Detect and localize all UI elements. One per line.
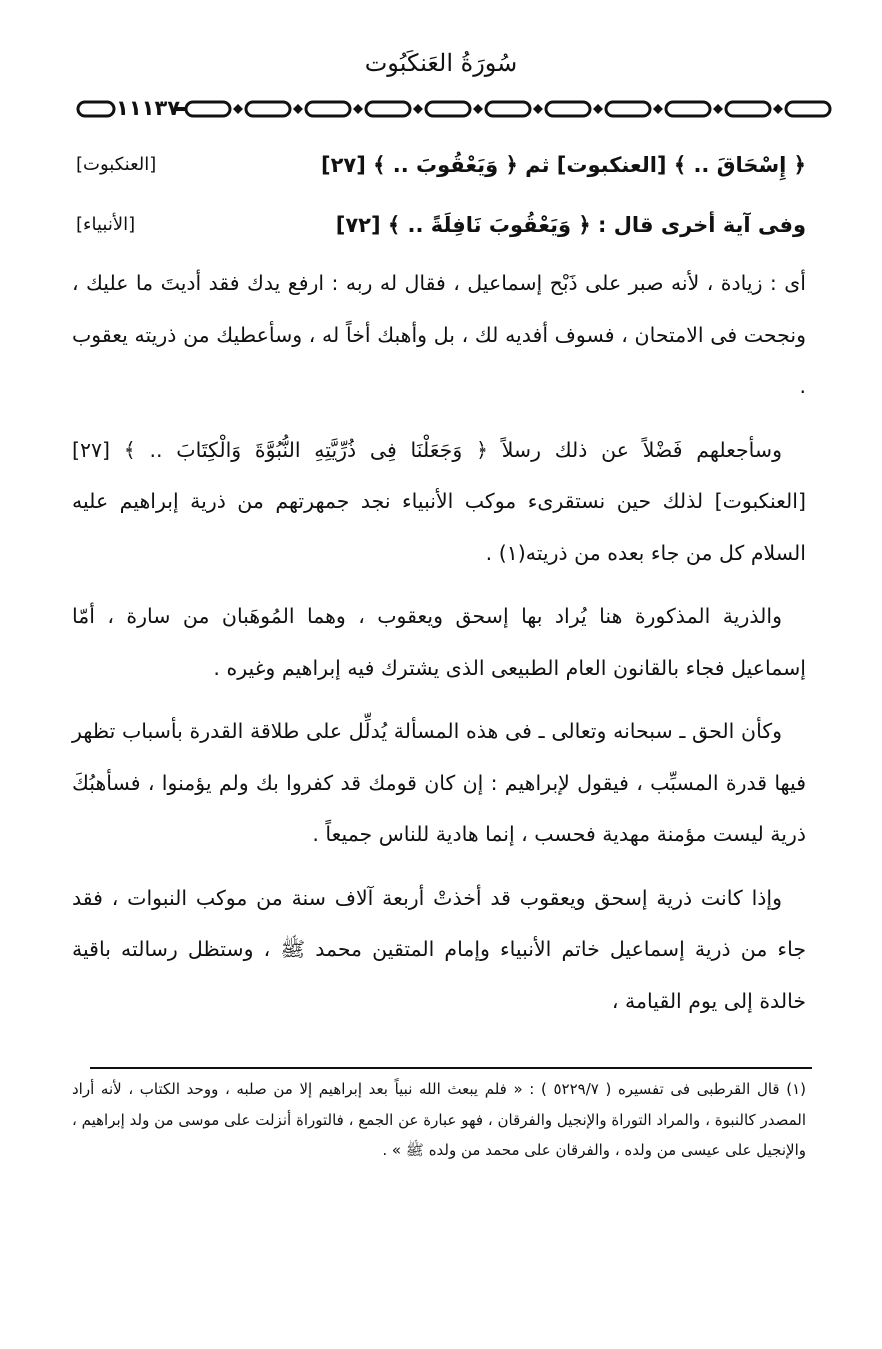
paragraph: أى : زيادة ، لأنه صبر على ذَبْح إسماعيل ، فقال له ربه : ارفع يدك فقد أديتَ ما عليك ، ونجحت فى الامتحان ، فسوف أفديه لك ، بل وأهبك أخاً له ، وسأعطيك من ذريته يعقوب . [72, 271, 806, 398]
footnote-divider [90, 1067, 812, 1069]
body-text [72, 258, 806, 1039]
verse-line [76, 142, 806, 188]
surah-reference: [الأنبياء] [76, 214, 136, 235]
verse-text: ﴿ إِسْحَاقَ .. ﴾ [العنكبوت] ثم ﴿ وَيَعْقُوبَ .. ﴾ [٢٧] [320, 153, 806, 177]
paragraph: والذرية المذكورة هنا يُراد بها إسحق ويعقوب ، وهما المُوهَبان من سارة ، أمّا إسماعيل فجاء بالقانون العام الطبيعى الذى يشترك فيه إبراهيم وغيره . [72, 604, 806, 680]
paragraph: وكأن الحق ـ سبحانه وتعالى ـ فى هذه المسألة يُدلِّل على طلاقة القدرة بأسباب تظهر فيها قدرة المسبِّب ، فيقول لإبراهيم : إن كان قومك قد كفروا بك ولم يؤمنوا ، فسأهبُكَ ذرية ليست مؤمنة مهدية فحسب ، إنما هادية للناس جميعاً . [72, 719, 806, 846]
page-number: ١١١٣٧ [116, 96, 181, 120]
paragraph: وسأجعلهم فَضْلاً عن ذلك رسلاً ﴿ وَجَعَلْنَا فِى ذُرِّيَّتِهِ النُّبُوَّةَ وَالْكِتَابَ .. ﴾ [٢٧] [العنكبوت] لذلك حين نستقرىء موكب الأنبياء نجد جمهرتهم من ذرية إبراهيم عليه السلام كل من جاء بعده من ذريته(١) . [72, 437, 806, 565]
surah-reference: [العنكبوت] [76, 154, 157, 175]
footnote: (١) قال القرطبى فى تفسيره ( ٥٢٢٩/٧ ) : « فلم يبعث الله نبياً بعد إبراهيم إلا من صلبه ، ووحد الكتاب ، لأنه أراد المصدر كالنبوة ، والمراد التوراة والإنجيل والفرقان ، فهو عبارة عن الجمع ، فالتوراة أنزلت على موسى من ولد إبراهيم ، والإنجيل على عيسى من ولده ، والفرقان على محمد من ولده ﷺ » . [72, 1080, 807, 1159]
ornament-border [76, 97, 832, 121]
surah-title: سُورَةُ العَنكَبُوت [364, 49, 518, 77]
paragraph: وإذا كانت ذرية إسحق ويعقوب قد أخذتْ أربعة آلاف سنة من موكب النبوات ، فقد جاء من ذرية إسماعيل خاتم الأنبياء وإمام المتقين محمد ﷺ ، وستظل رسالته باقية خالدة إلى يوم القيامة ، [72, 885, 806, 1013]
verse-line [76, 202, 806, 248]
verse-text: وفى آية أخرى قال : ﴿ وَيَعْقُوبَ نَافِلَةً .. ﴾ [٧٢] [335, 213, 806, 237]
